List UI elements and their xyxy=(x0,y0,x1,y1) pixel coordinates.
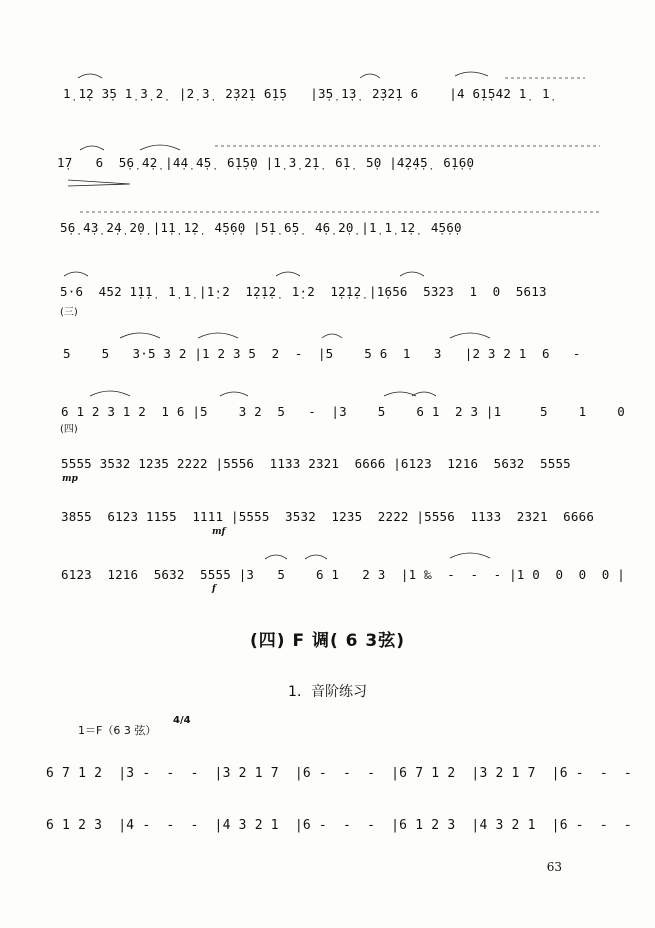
section-heading-text: (四) F 调( 6 3弦) xyxy=(249,631,406,651)
slur-mark xyxy=(450,553,490,558)
section-label-three-text: (三) xyxy=(60,307,78,318)
time-signature-text: 4/4 xyxy=(173,715,191,726)
section-label-four xyxy=(60,420,78,435)
page-number xyxy=(547,860,562,874)
score-row-6 xyxy=(61,404,625,419)
section-label-three xyxy=(60,303,78,318)
dynamic-mf xyxy=(212,527,225,537)
slur-mark xyxy=(400,272,424,276)
slur-mark xyxy=(322,334,342,338)
slur-mark xyxy=(305,555,327,559)
score-row-9 xyxy=(61,567,625,582)
slur-mark xyxy=(90,391,130,396)
score-row-7 xyxy=(61,456,571,471)
score-row-1-notes: 1̣ 1̣2 3̣5 1̣ 3̣ 2̣ |2̣ 3̣ 2̣32̣1 6̣1̣5 |3̣5̣ 1̣3̣ 2̣32̣1 6 |4 6̣1̣542 1̣ 1̣ xyxy=(63,86,550,101)
slur-mark xyxy=(64,272,88,276)
time-signature xyxy=(173,716,191,726)
scale-row-1 xyxy=(46,766,632,781)
section-heading xyxy=(0,626,655,651)
section-subheading xyxy=(0,681,655,701)
slur-mark xyxy=(265,555,287,559)
slur-mark xyxy=(120,333,160,338)
score-row-4 xyxy=(60,284,547,299)
slur-mark xyxy=(276,272,300,276)
scale-row-2-notes: 6 1 2 3 |4 - - - |4 3 2 1 |6 - - - |6 1 2 3 |4 3 2 1 |6 - - - xyxy=(46,818,632,833)
score-row-2 xyxy=(57,155,474,170)
score-row-8-notes: 3855 6123 1155 1111 |5555 3532 1235 2222 |5556 1133 2321 6666 xyxy=(61,509,595,524)
score-row-5 xyxy=(63,346,581,361)
page-number-text: 63 xyxy=(546,860,562,874)
slur-mark xyxy=(80,146,104,150)
dynamic-f xyxy=(212,584,216,594)
slur-mark xyxy=(360,74,380,78)
score-row-8 xyxy=(61,509,594,524)
slur-mark xyxy=(384,392,416,396)
section-label-four-text: (四) xyxy=(60,424,78,435)
key-signature-text: 1＝F（6 3 弦） xyxy=(78,724,157,737)
section-subheading-text: 1．音阶练习 xyxy=(288,684,367,700)
slur-mark xyxy=(455,72,488,76)
scale-row-2 xyxy=(46,818,632,833)
slur-mark xyxy=(220,392,248,396)
slur-mark xyxy=(412,392,436,396)
score-row-7-notes: 5555 3532 1235 2222 |5556 1133 2321 6666 |6123 1216 5632 5555 xyxy=(61,456,571,471)
score-row-6-notes: 6 1 2 3 1 2 1 6 |5 3 2 5 - |3 5 6 1 2 3 |1 5 1 0 xyxy=(61,404,625,419)
dynamic-mf-text: mf xyxy=(212,527,226,537)
score-row-9-notes: 6123 1216 5632 5555 |3 5 6 1 2 3 |1 ‰ - - - |1 0 0 0 0 | xyxy=(61,567,625,582)
score-row-3 xyxy=(60,220,462,235)
dynamic-mp-text: mp xyxy=(62,474,78,484)
scale-row-1-notes: 6 7 1 2 |3 - - - |3 2 1 7 |6 - - - |6 7 1 2 |3 2 1 7 |6 - - - xyxy=(46,766,632,781)
slur-mark xyxy=(140,145,180,150)
score-row-4-notes: 5·6 452 1̣1̣1̣ 1̣ 1̣ |1̣·2 1̣2̣1̣2̣ 1̣·2 1̣2̣1̣2̣ |1̣656 5323 1 0 5613 xyxy=(60,284,547,299)
score-row-3-notes: 5̣6̣ 4̣3̣ 2̣4̣ 2̣0̣ |1̣1̣ 1̣2̣ 4̣5̣6̣0 |5̣1̣ 6̣5̣ 4̣6̣ 2̣0̣ |1̣ 1̣ 1̣2̣ 4̣5̣6̣0 xyxy=(60,220,462,235)
key-signature xyxy=(78,722,156,738)
slur-mark xyxy=(198,333,238,338)
slur-mark xyxy=(450,333,490,338)
slur-mark xyxy=(78,74,102,78)
score-row-5-notes: 5 5 3·5 3 2 |1 2 3 5 2 - |5 5 6 1 3 |2 3 2 1 6 - xyxy=(63,346,581,361)
score-row-2-notes: 1̣7 6 5̣6̣ 4̣2̣ |4̣4̣ 4̣5̣ 6̣1̣5̣0 |1̣ 3̣ 2̣1̣ 6̣1̣ 5̣0 |4̣2̣4̣5̣ 6̣1̣6̣0 xyxy=(57,155,475,170)
score-row-1 xyxy=(63,86,550,101)
dynamic-mp xyxy=(62,474,78,484)
crescendo-mark xyxy=(68,180,130,186)
dynamic-f-text: f xyxy=(212,584,216,594)
